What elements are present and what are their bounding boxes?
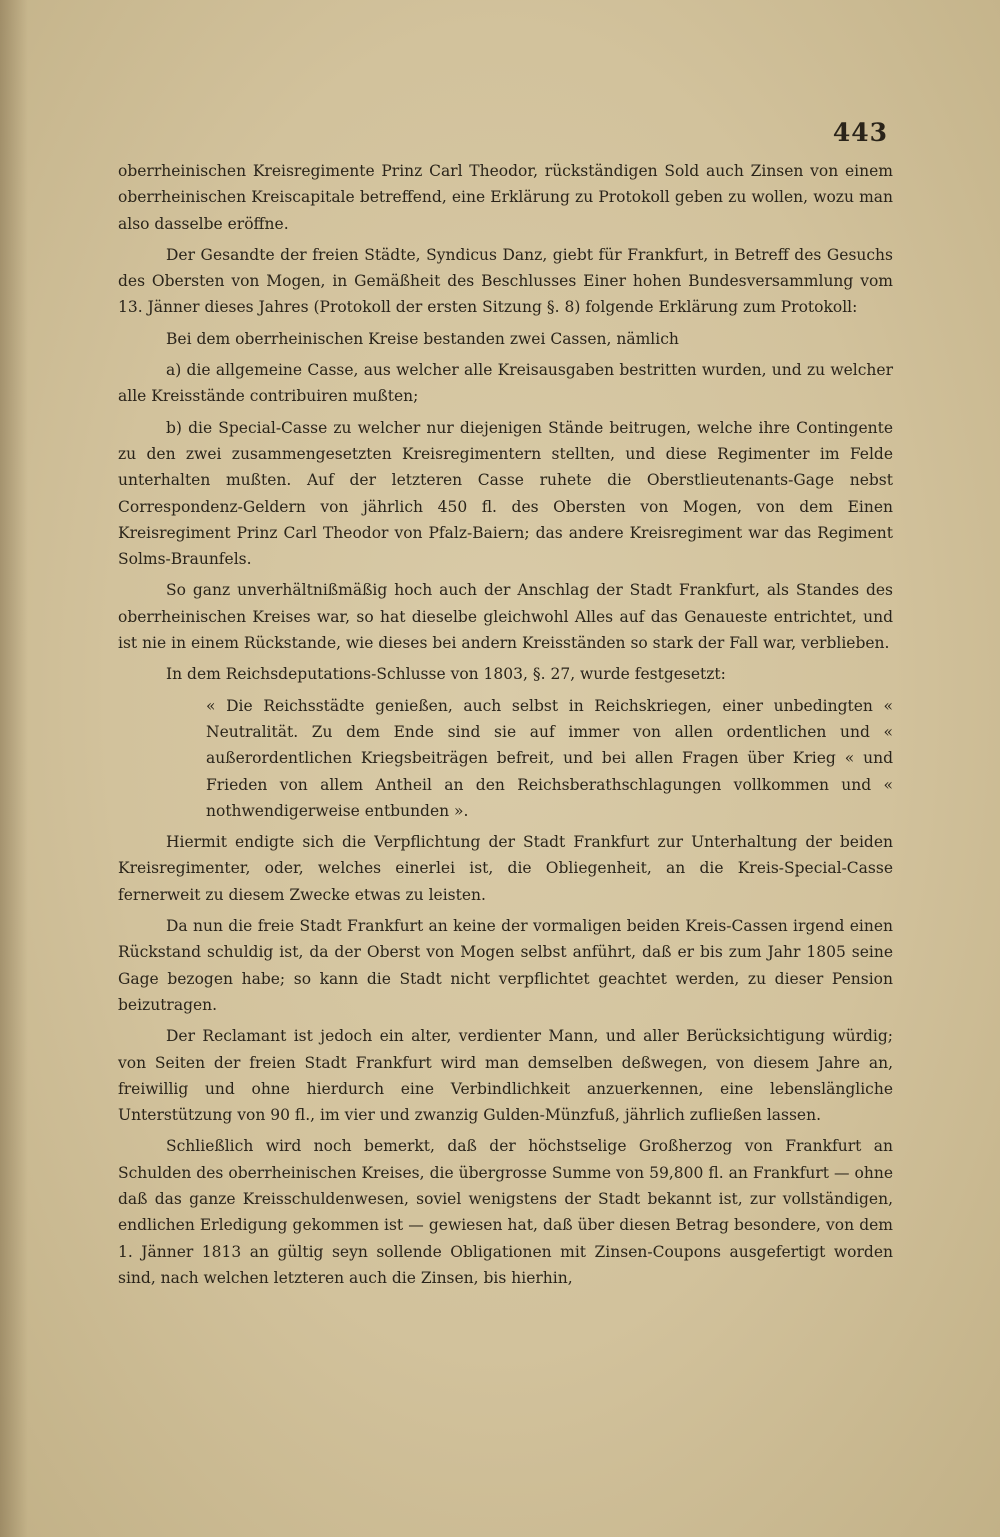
block-quote: « Die Reichsstädte genießen, auch selbst in Reichskriegen, einer unbedingten « Neutralität. Zu dem Ende sind sie auf immer von allen ordentlichen und « außerordentlichen Kriegsbeiträgen befreit, und bei allen Fragen über Krieg « und Frieden von allem Antheil an den Reichsberathschlagungen vollkommen und « nothwendigerweise entbunden ». xyxy=(206,696,893,820)
paragraph-rueckstand: Da nun die freie Stadt Frankfurt an keine der vormaligen beiden Kreis-Cassen irgend einen Rückstand schuldig ist, da der Oberst von Mogen selbst anführt, daß er bis zum Jahr 1805 seine Gage bezogen habe; so kann die Stadt nicht verpflichtet geachtet werden, zu dieser Pension beizutragen. xyxy=(118,917,893,1014)
list-item-b: b) die Special-Casse zu welcher nur diejenigen Stände beitrugen, welche ihre Contingente zu den zwei zusammengesetzten Kreisregimentern stellten, und diese Regimenter im Felde unterhalten mußten. Auf der letzteren Casse ruhete die Oberstlieutenants-Gage nebst Correspondenz-Geldern von jährlich 450 fl. des Obersten von Mogen, von dem Einen Kreisregiment Prinz Carl Theodor von Pfalz-Baiern; das andere Kreisregiment war das Regiment Solms-Braunfels. xyxy=(118,418,893,569)
paragraph-anschlag: So ganz unverhältnißmäßig hoch auch der Anschlag der Stadt Frankfurt, als Standes des oberrheinischen Kreises war, so hat dieselbe gleichwohl Alles auf das Genaueste entrichtet, und ist nie in einem Rückstande, wie dieses bei andern Kreisständen so stark der Fall war, verblieben. xyxy=(118,581,893,653)
paragraph-continuation: oberrheinischen Kreisregimente Prinz Carl Theodor, rückständigen Sold auch Zinsen von einem oberrheinischen Kreiscapitale betreffend, eine Erklärung zu Protokoll geben zu wollen, wozu man also dasselbe eröffne. xyxy=(118,162,893,233)
page-number: 443 xyxy=(832,118,888,147)
paragraph-declaration: Der Gesandte der freien Städte, Syndicus Danz, giebt für Frankfurt, in Betreff des Gesuchs des Obersten von Mogen, in Gemäßheit des Beschlusses Einer hohen Bundesversammlung vom 13. Jänner dieses Jahres (Protokoll der ersten Sitzung §. 8) folgende Erklärung zum Protokoll: xyxy=(118,245,893,317)
paragraph-two-cassen: Bei dem oberrheinischen Kreise bestanden zwei Cassen, nämlich xyxy=(166,329,679,348)
page-text xyxy=(118,158,893,1296)
list-item-a: a) die allgemeine Casse, aus welcher alle Kreisausgaben bestritten wurden, und zu welcher alle Kreisstände contribuiren mußten; xyxy=(118,361,893,406)
paragraph-reichsdeputation: In dem Reichsdeputations-Schlusse von 1803, §. 27, wurde festgesetzt: xyxy=(166,665,726,684)
paragraph-reclamant: Der Reclamant ist jedoch ein alter, verdienter Mann, und aller Berücksichtigung würdig; von Seiten der freien Stadt Frankfurt wird man demselben deßwegen, von diesem Jahre an, freiwillig und ohne hierdurch eine Verbindlichkeit anzuerkennen, eine lebenslängliche Unterstützung von 90 fl., im vier und zwanzig Gulden-Münzfuß, jährlich zufließen lassen. xyxy=(118,1027,893,1125)
paragraph-verpflichtung: Hiermit endigte sich die Verpflichtung der Stadt Frankfurt zur Unterhaltung der beiden Kreisregimenter, oder, welches einerlei ist, die Obliegenheit, an die Kreis-Special-Casse fernerweit zu diesem Zwecke etwas zu leisten. xyxy=(118,833,893,904)
binding-shadow xyxy=(0,0,28,1537)
paragraph-schliesslich: Schließlich wird noch bemerkt, daß der höchstselige Großherzog von Frankfurt an Schulden des oberrheinischen Kreises, die übergrosse Summe von 59,800 fl. an Frankfurt — ohne daß das ganze Kreisschuldenwesen, soviel wenigstens der Stadt bekannt ist, zur vollständigen, endlichen Erledigung gekommen ist — gewiesen hat, daß über diesen Betrag besondere, von dem 1. Jänner 1813 an gültig seyn sollende Obligationen mit Zinsen-Coupons ausgefertigt worden sind, nach welchen letzteren auch die Zinsen, bis hierhin, xyxy=(118,1137,893,1287)
